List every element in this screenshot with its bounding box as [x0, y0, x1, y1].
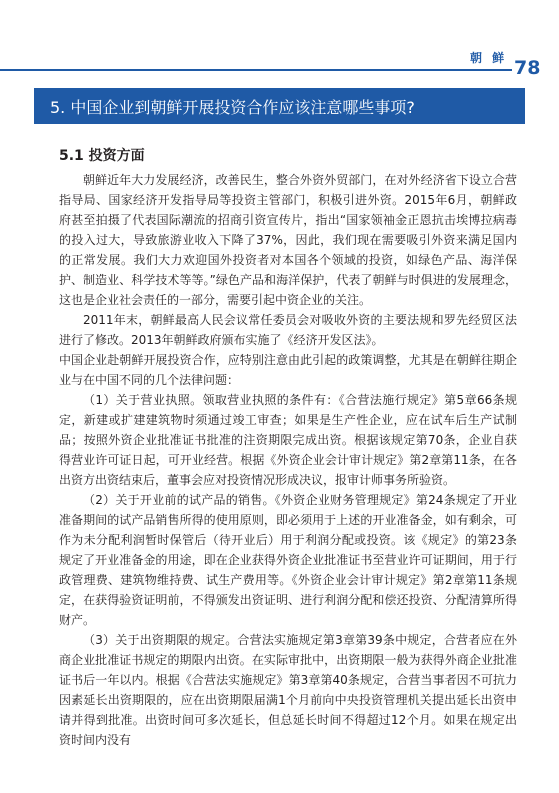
- page-number: 78: [514, 57, 541, 79]
- paragraph: （1）关于营业执照。领取营业执照的条件有：《合营法施行规定》第5章66条规定，新建或扩建建筑物时须通过竣工审查；如果是生产性企业，应在试车后生产试制品；按照外资企业批准证书批准的注资期限完成出资。根据该规定第70条，企业自获得营业许可证日起，可开业经营。根据《外资企业会计审计规定》第2章第11条，在各出资方出资结束后，董事会应对投资情况形成决议，报审计师事务所验资。: [59, 393, 517, 487]
- paragraph: 朝鲜近年大力发展经济，改善民生，整合外资外贸部门，在对外经济省下设立合营指导局、国家经济开发指导局等投资主管部门，积极引进外资。2015年6月，朝鲜政府甚至拍摄了代表国际潮流的招商引资宣传片，指出“国家领袖金正恩抗击埃博拉病毒的投入过大，导致旅游业收入下降了37%，因此，我们现在需要吸引外资来满足国内的正常发展。我们大力欢迎国外投资者对本国各个领域的投资，如绿色产品、海洋保护、制造业、科学技术等等。”绿色产品和海洋保护，代表了朝鲜与时俱进的发展理念，这也是企业社会责任的一部分，需要引起中资企业的关注。: [59, 173, 517, 307]
- country-label: 朝 鲜: [470, 51, 508, 65]
- body-text: [59, 170, 517, 750]
- header-rule: [0, 69, 512, 71]
- chapter-banner: [34, 88, 525, 124]
- paragraph: （2）关于开业前的试产品的销售。《外资企业财务管理规定》第24条规定了开业准备期间的试产品销售所得的使用原则，即必须用于上述的开业准备金，如有剩余，可作为未分配利润暂时保管后（待开业后）用于利润分配或投资。该《规定》的第23条规定了开业准备金的用途，即在企业获得外资企业批准证书至营业许可证期间，用于行政管理费、建筑物维持费、试生产费用等。《外资企业会计审计规定》第2章第11条规定，在获得验资证明前，不得颁发出资证明、进行利润分配和偿还投资、分配清算所得财产。: [59, 493, 517, 627]
- paragraph: 中国企业赴朝鲜开展投资合作，应特别注意由此引起的政策调整，尤其是在朝鲜往期企业与在中国不同的几个法律问题：: [59, 353, 517, 387]
- paragraph: （3）关于出资期限的规定。合营法实施规定第3章第39条中规定，合营者应在外商企业批准证书规定的期限内出资。在实际审批中，出资期限一般为获得外商企业批准证书后一年以内。根据《合营法实施规定》第3章第40条规定，合营当事者因不可抗力因素延长出资期限的，应在出资期限届满1个月前向中央投资管理机关提出延长出资申请并得到批准。出资时间可多次延长，但总延长时间不得超过12个月。如果在规定出资时间内没有: [59, 633, 517, 747]
- chapter-title: 5. 中国企业到朝鲜开展投资合作应该注意哪些事项?: [50, 97, 415, 117]
- paragraph: 2011年末，朝鲜最高人民会议常任委员会对吸收外资的主要法规和罗先经贸区法进行了修改。2013年朝鲜政府颁布实施了《经济开发区法》。: [59, 313, 517, 347]
- section-heading: 5.1 投资方面: [59, 148, 145, 164]
